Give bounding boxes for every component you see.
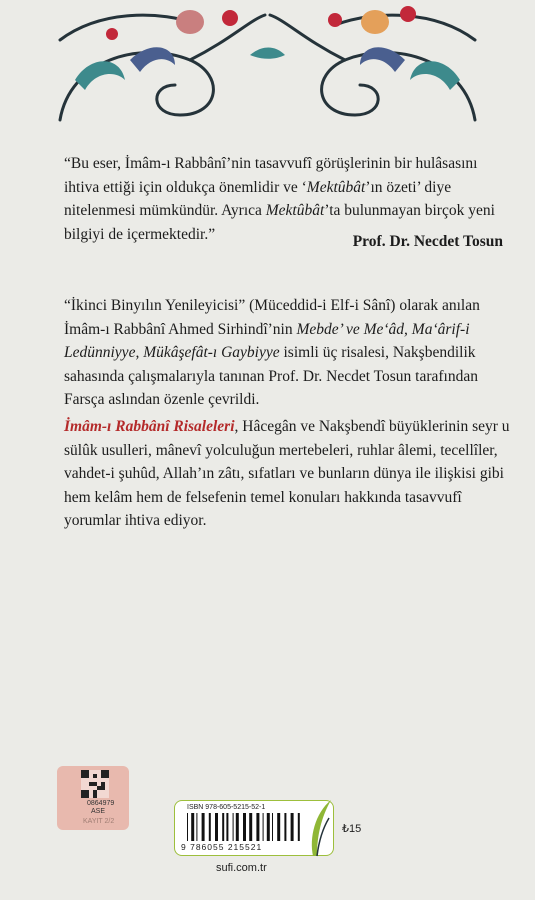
barcode-bar	[298, 813, 300, 841]
barcode-bar	[226, 813, 228, 841]
description-paragraph-1	[64, 294, 514, 412]
barcode-bar	[284, 813, 286, 841]
library-sticker	[57, 766, 129, 830]
paragraph1-run: Mebde’ ve Me‘âd, Ma‘ârif-i Ledünniyye, Mükâşefât-ı Gaybiyye	[64, 320, 470, 361]
qr-code-icon	[81, 770, 109, 798]
quote.parts-run: “Bu eser, İmâm-ı Rabbânî’nin tasavvufî görüşlerinin bir hulâsasını ihtiva ettiği için oldukça önemlidir ve ‘	[64, 155, 478, 196]
paragraph1-run: isimli üç risalesi, Nakşbendilik sahasında çalışmalarıyla tanınan Prof. Dr. Necdet Tosun tarafından Farsça aslından özenle çevrildi.	[64, 344, 478, 408]
isbn-digits: 9 786055 215521	[181, 842, 263, 852]
paragraph1-run: “İkinci Binyılın Yenileyicisi” (Müceddid-i Elf-i Sânî) olarak anılan İmâm-ı Rabbânî Ahmed Sirhindî’nin	[64, 297, 480, 338]
barcode-bars	[187, 813, 315, 841]
paragraph-2-text	[64, 415, 514, 533]
barcode-bar	[191, 813, 194, 841]
review-quote	[64, 152, 514, 246]
quote.parts-run: ’ta bulunmayan birçok yeni bilgiyi de içermektedir.”	[64, 202, 495, 243]
barcode-bar	[256, 813, 259, 841]
barcode-bar	[215, 813, 218, 841]
barcode-bar	[222, 813, 224, 841]
floral-ornament	[0, 0, 535, 130]
barcode-bar	[196, 813, 197, 841]
quote.parts-run: Mektûbât	[265, 202, 325, 219]
barcode-bar	[291, 813, 294, 841]
paragraph-1-text	[64, 294, 514, 412]
barcode-bar	[236, 813, 239, 841]
publisher-url: sufi.com.tr	[216, 862, 267, 874]
barcode-bar	[249, 813, 252, 841]
quote-text	[64, 152, 514, 246]
barcode-bar	[272, 813, 273, 841]
barcode-bar	[267, 813, 270, 841]
barcode-bar	[187, 813, 188, 841]
paragraph2-run: İmâm-ı Rabbânî Risaleleri	[64, 418, 235, 435]
barcode-bar	[233, 813, 234, 841]
sticker-suffix: ASE	[91, 808, 106, 815]
barcode-bar	[277, 813, 280, 841]
publisher-leaf-icon	[305, 798, 335, 858]
price: ₺15	[342, 823, 362, 835]
sticker-small-text: KAYIT 2/2	[83, 818, 115, 825]
description-paragraph-2	[64, 415, 514, 533]
quote.parts-run: Mektûbât	[306, 178, 366, 196]
barcode-bar	[263, 813, 264, 841]
paragraph2-run: , Hâcegân ve Nakşbendî büyüklerinin seyr u sülûk usulleri, mânevî yolculuğun mertebeleri, ruhlar âlemi, tecellîler, vahdet-i şuhûd, Allah’ın zâtı, sıfatları ve bunların dünya ile ilişkisi gibi hem kelâm hem de felsefenin temel konuları hakkında tasavvufî yorumlar ihtiva ediyor.	[64, 418, 510, 529]
quote.parts-run: ’ın özeti’ diye nitelenmesi mümkündür. Ayrıca	[64, 178, 452, 219]
sticker-code: 0864979	[87, 800, 115, 807]
barcode-bar	[243, 813, 246, 841]
quote-author: Prof. Dr. Necdet Tosun	[352, 233, 503, 250]
barcode-bar	[209, 813, 211, 841]
barcode-bar	[202, 813, 205, 841]
isbn-label: ISBN 978-605-5215-52-1	[187, 804, 266, 811]
